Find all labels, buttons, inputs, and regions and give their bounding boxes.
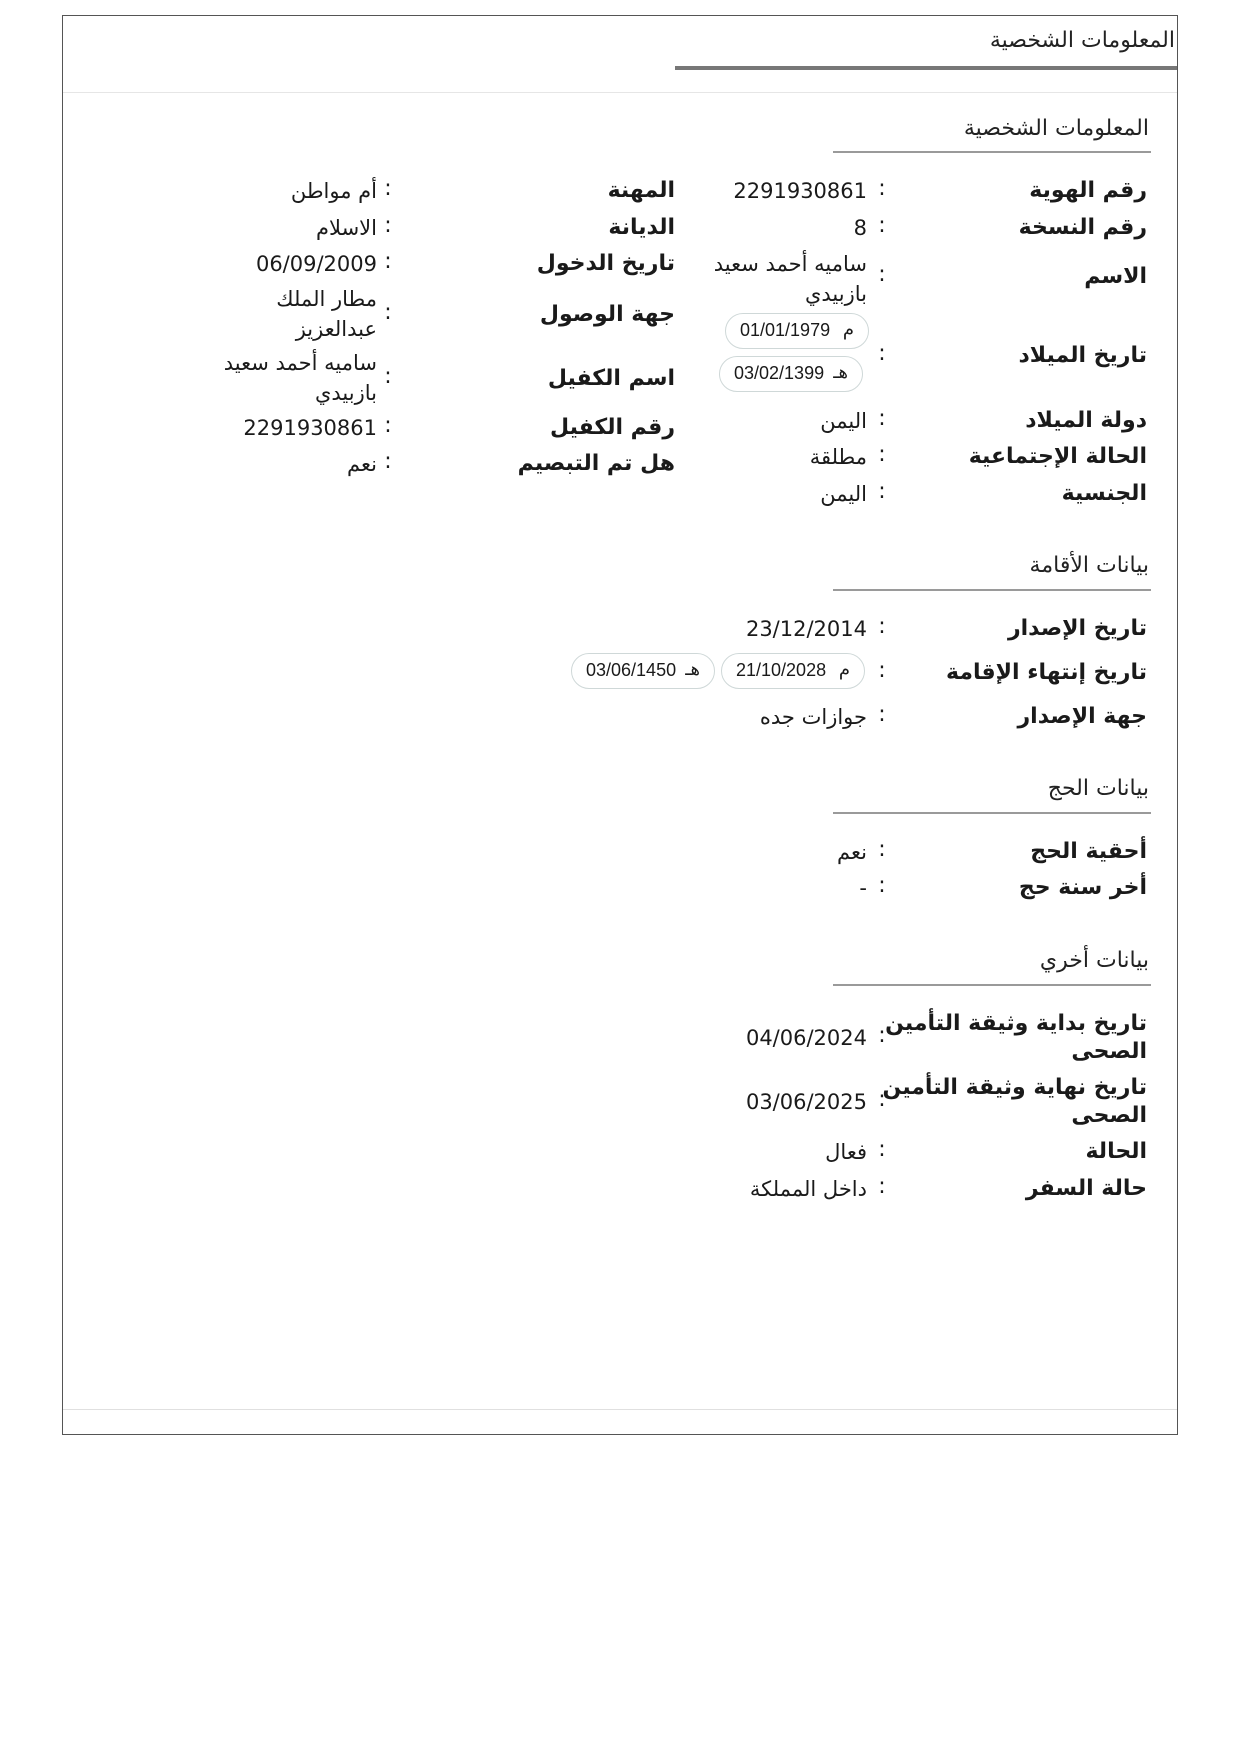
panel-divider: [63, 92, 1177, 93]
gregorian-suffix: م: [838, 659, 850, 680]
colon: :: [878, 614, 886, 639]
value-hajj-eligibility: نعم: [837, 840, 867, 864]
value-arrival-port-line1: مطار الملك: [276, 287, 377, 311]
residence-expiry-gregorian: 21/10/2028: [736, 660, 827, 680]
value-insurance-start: 04/06/2024: [745, 1026, 867, 1050]
hijri-suffix: هـ: [833, 362, 848, 383]
label-insurance-end-line1: تاريخ نهاية وثيقة التأمين: [882, 1075, 1147, 1100]
colon: :: [878, 1087, 886, 1112]
section-title-other: بيانات أخري: [1039, 948, 1149, 973]
colon: :: [878, 262, 886, 287]
colon: :: [878, 479, 886, 504]
colon: :: [384, 249, 392, 274]
label-birth-country: دولة الميلاد: [1025, 408, 1147, 433]
label-hajj-eligibility: أحقية الحج: [1030, 839, 1147, 864]
section-underline-hajj: [833, 812, 1151, 814]
colon: :: [384, 364, 392, 389]
label-occupation: المهنة: [607, 178, 675, 203]
label-hajj-last-year: أخر سنة حج: [1018, 875, 1147, 900]
section-title-personal: المعلومات الشخصية: [963, 116, 1149, 141]
label-religion: الديانة: [608, 215, 675, 240]
value-residence-issuer: جوازات جده: [759, 705, 867, 729]
colon: :: [878, 837, 886, 862]
value-marital-status: مطلقة: [809, 445, 867, 469]
section-underline-other: [833, 984, 1151, 986]
value-sponsor-name-line1: ساميه أحمد سعيد: [223, 351, 377, 375]
value-birth-country: اليمن: [820, 409, 867, 433]
value-hajj-last-year: -: [859, 876, 867, 900]
label-birth-date: تاريخ الميلاد: [1018, 343, 1147, 368]
colon: :: [878, 873, 886, 898]
residence-expiry-hijri: 03/06/1450: [586, 660, 677, 680]
birth-date-gregorian: 01/01/1979: [740, 320, 831, 340]
label-status: الحالة: [1085, 1139, 1147, 1164]
birth-date-hijri-pill: [719, 356, 863, 392]
gregorian-suffix: م: [842, 319, 854, 340]
section-underline-residence: [833, 589, 1151, 591]
label-insurance-start-line2: الصحى: [1071, 1039, 1147, 1064]
label-travel-status: حالة السفر: [1025, 1176, 1147, 1201]
label-marital-status: الحالة الإجتماعية: [968, 444, 1147, 469]
birth-date-hijri: 03/02/1399: [734, 363, 825, 383]
value-id-number: 2291930861: [733, 179, 867, 203]
value-copy-number: 8: [853, 216, 867, 240]
colon: :: [878, 658, 886, 683]
label-id-number: رقم الهوية: [1029, 178, 1147, 203]
value-arrival-port-line2: عبدالعزيز: [295, 317, 377, 341]
value-travel-status: داخل المملكة: [749, 1177, 867, 1201]
residence-expiry-gregorian-pill: [721, 653, 865, 689]
label-residence-issuer: جهة الإصدار: [1017, 704, 1147, 729]
value-name-line1: ساميه أحمد سعيد: [713, 252, 867, 276]
panel-title: المعلومات الشخصية: [989, 28, 1175, 53]
panel-footer-divider: [63, 1409, 1177, 1410]
label-arrival-port: جهة الوصول: [539, 302, 675, 327]
label-residence-expiry: تاريخ إنتهاء الإقامة: [946, 660, 1147, 685]
colon: :: [878, 406, 886, 431]
value-sponsor-number: 2291930861: [243, 416, 377, 440]
label-residence-issue-date: تاريخ الإصدار: [1007, 616, 1147, 641]
section-title-residence: بيانات الأقامة: [1029, 553, 1149, 578]
label-entry-date: تاريخ الدخول: [536, 251, 675, 276]
value-name-line2: بازبيدي: [804, 282, 867, 306]
label-copy-number: رقم النسخة: [1018, 215, 1147, 240]
colon: :: [384, 213, 392, 238]
residence-expiry-hijri-pill: [571, 653, 715, 689]
colon: :: [384, 176, 392, 201]
label-insurance-end-line2: الصحى: [1071, 1103, 1147, 1128]
value-entry-date: 06/09/2009: [255, 252, 377, 276]
colon: :: [878, 442, 886, 467]
value-nationality: اليمن: [820, 482, 867, 506]
value-sponsor-name-line2: بازبيدي: [314, 381, 377, 405]
personal-info-panel: [62, 15, 1178, 1435]
value-occupation: أم مواطن: [290, 179, 377, 203]
value-status: فعال: [825, 1140, 867, 1164]
label-nationality: الجنسية: [1061, 481, 1147, 506]
colon: :: [878, 213, 886, 238]
colon: :: [878, 702, 886, 727]
section-title-hajj: بيانات الحج: [1047, 776, 1149, 801]
colon: :: [878, 1137, 886, 1162]
value-religion: الاسلام: [316, 216, 377, 240]
value-residence-issue-date: 23/12/2014: [745, 617, 867, 641]
label-insurance-start-line1: تاريخ بداية وثيقة التأمين: [885, 1011, 1147, 1036]
label-sponsor-name: اسم الكفيل: [547, 366, 675, 391]
colon: :: [878, 176, 886, 201]
colon: :: [878, 341, 886, 366]
section-underline-personal: [833, 151, 1151, 153]
value-insurance-end: 03/06/2025: [745, 1090, 867, 1114]
colon: :: [384, 449, 392, 474]
label-fingerprinted: هل تم التبصيم: [517, 451, 675, 476]
value-fingerprinted: نعم: [347, 452, 377, 476]
colon: :: [384, 413, 392, 438]
colon: :: [878, 1174, 886, 1199]
colon: :: [878, 1023, 886, 1048]
birth-date-gregorian-pill: [725, 313, 869, 349]
colon: :: [384, 300, 392, 325]
hijri-suffix: هـ: [685, 659, 700, 680]
label-sponsor-number: رقم الكفيل: [549, 415, 675, 440]
label-name: الاسم: [1084, 264, 1147, 289]
panel-title-underline: [675, 66, 1177, 70]
